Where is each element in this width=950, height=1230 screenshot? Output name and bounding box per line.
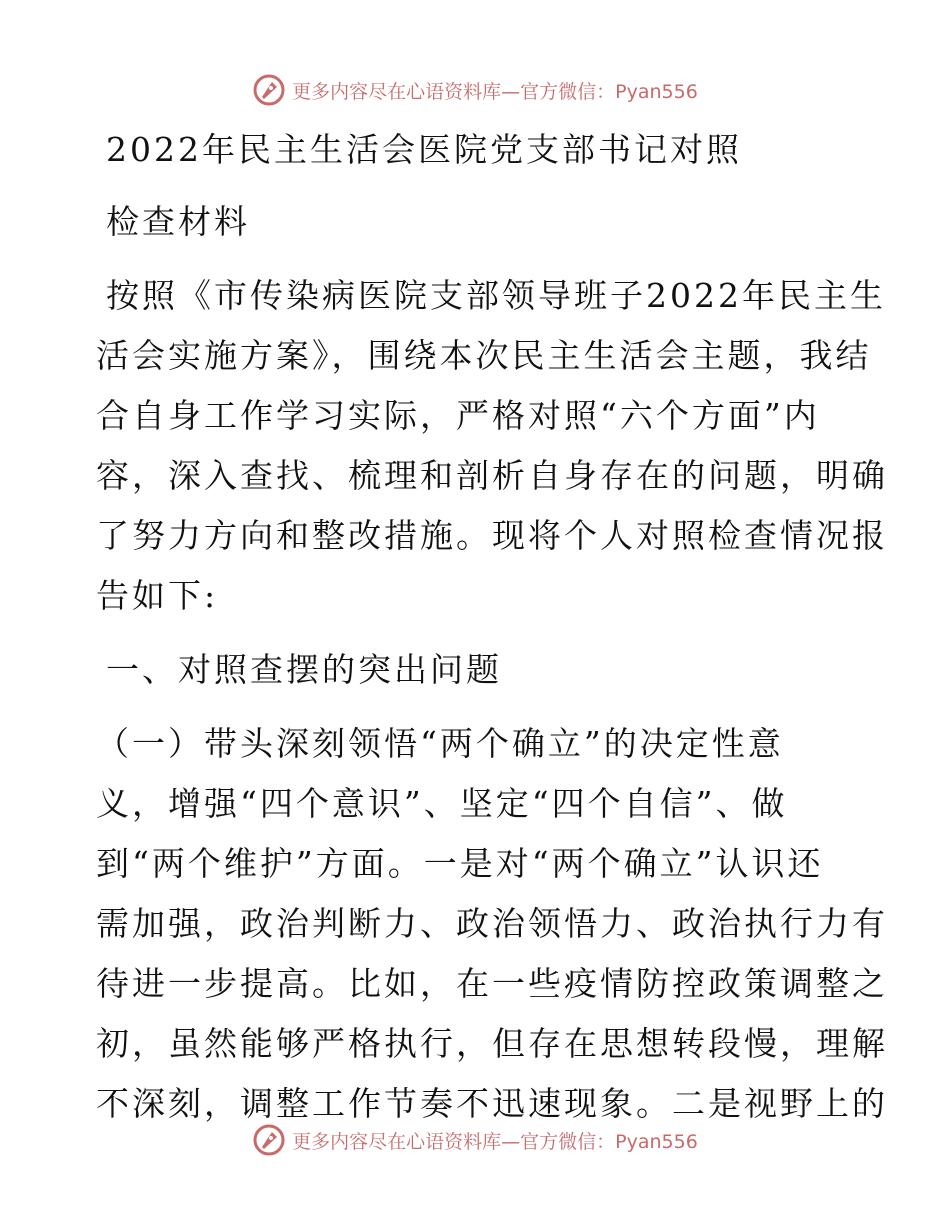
subsection-line-7: 不深刻，调整工作节奏不迅速现象。二是视野上的: [96, 1084, 888, 1123]
intro-line-2: 活会实施方案》，围绕本次民主生活会主题，我结: [96, 336, 872, 375]
watermark-text: 更多内容尽在心语资料库—官方微信：Pyan556: [292, 80, 698, 103]
intro-line-4: 容，深入查找、梳理和剖析自身存在的问题，明确: [96, 456, 888, 495]
watermark-header: [0, 70, 950, 110]
pen-nib-circle-icon: [252, 1123, 286, 1157]
document-title-line-2: 检查材料: [106, 202, 250, 241]
subsection-line-6: 初，虽然能够严格执行，但存在思想转段慢，理解: [96, 1024, 888, 1063]
watermark-text: 更多内容尽在心语资料库—官方微信：Pyan556: [292, 1130, 698, 1153]
intro-line-3: 合自身工作学习实际，严格对照“六个方面”内: [96, 396, 820, 435]
intro-line-5: 了努力方向和整改措施。现将个人对照检查情况报: [96, 516, 888, 555]
pen-nib-circle-icon: [252, 73, 286, 107]
intro-line-6: 告如下:: [96, 576, 219, 615]
section-heading: 一、对照查摆的突出问题: [106, 650, 502, 689]
document-title-line-1: 2022年民主生活会医院党支部书记对照: [106, 130, 742, 169]
subsection-line-1: （一）带头深刻领悟“两个确立”的决定性意: [96, 724, 784, 763]
watermark-footer: [0, 1120, 950, 1160]
subsection-line-4: 需加强，政治判断力、政治领悟力、政治执行力有: [96, 904, 888, 943]
intro-line-1: 按照《市传染病医院支部领导班子2022年民主生: [106, 276, 886, 315]
document-body: [96, 120, 888, 1134]
subsection-line-3: 到“两个维护”方面。一是对“两个确立”认识还: [96, 844, 824, 883]
subsection-line-2: 义，增强“四个意识”、坚定“四个自信”、做: [96, 784, 788, 823]
subsection-line-5: 待进一步提高。比如，在一些疫情防控政策调整之: [96, 964, 888, 1003]
